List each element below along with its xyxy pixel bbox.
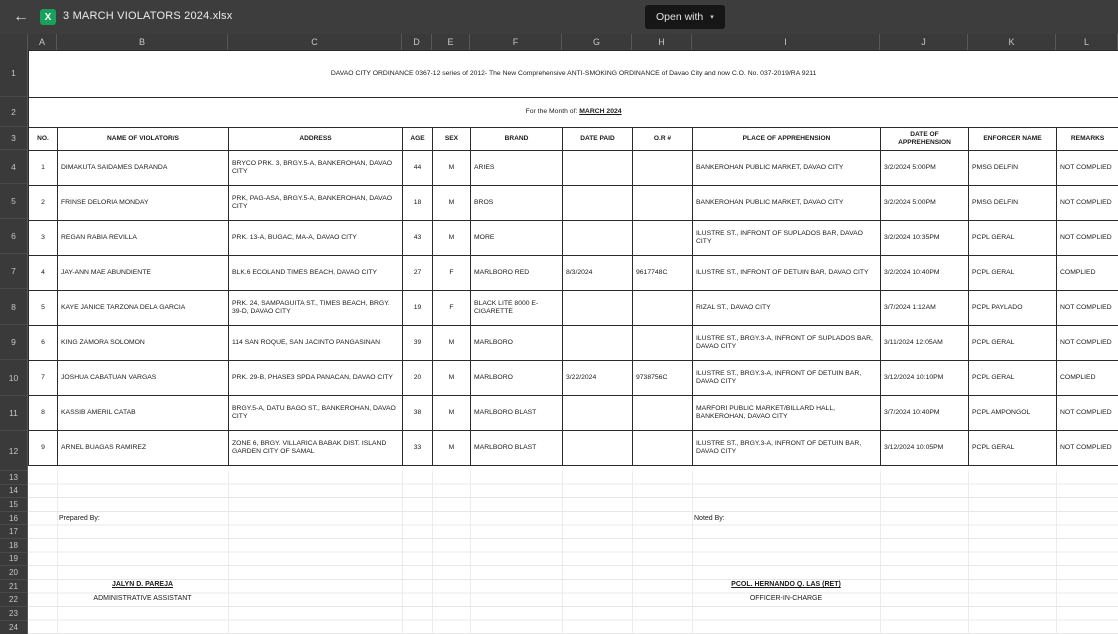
column-letter: K [968, 34, 1056, 50]
cell-age: 44 [403, 151, 433, 186]
cell-remarks: NOT COMPLIED [1057, 291, 1118, 326]
table-row [29, 431, 1118, 466]
cell-place: RIZAL ST., DAVAO CITY [693, 291, 881, 326]
table-row [29, 151, 1118, 186]
col-header-date-paid: DATE PAID [563, 128, 633, 151]
cell-enforcer: PCPL PAYLADO [969, 291, 1057, 326]
cell-brand: MARLBORO RED [471, 256, 563, 291]
cell-name: REGAN RABIA REVILLA [58, 221, 229, 256]
cell-date-paid [563, 221, 633, 256]
prepared-by-title: ADMINISTRATIVE ASSISTANT [93, 595, 192, 602]
cell-enforcer: PCPL GERAL [969, 326, 1057, 361]
month-label: For the Month of: [525, 108, 580, 116]
cell-age: 43 [403, 221, 433, 256]
cell-sex: M [433, 396, 471, 431]
row-number: 8 [0, 289, 27, 325]
cell-date-paid [563, 431, 633, 466]
cell-place: BANKEROHAN PUBLIC MARKET, DAVAO CITY [693, 186, 881, 221]
cell-date-apprehension: 3/2/2024 10:40PM [881, 256, 969, 291]
month-row [29, 98, 1118, 128]
col-header-sex: SEX [433, 128, 471, 151]
cell-sex: F [433, 256, 471, 291]
col-header-no: NO. [29, 128, 58, 151]
column-letter: G [562, 34, 632, 50]
preview-toolbar [0, 0, 1118, 34]
chevron-down-icon: ▾ [710, 14, 714, 21]
cell-name: DIMAKUTA SAIDAMES DARANDA [58, 151, 229, 186]
table-row [29, 326, 1118, 361]
table-row [29, 256, 1118, 291]
cell-no: 4 [29, 256, 58, 291]
col-header-age: AGE [403, 128, 433, 151]
cell-place: ILUSTRE ST., BRGY.3-A, INFRONT OF DETUIN BAR, DAVAO CITY [693, 431, 881, 466]
cell-no: 3 [29, 221, 58, 256]
cell-no: 9 [29, 431, 58, 466]
cell-address: BRGY.5-A, DATU BAGO ST., BANKEROHAN, DAVAO CITY [229, 396, 403, 431]
cell-or-number: 9617748C [633, 256, 693, 291]
violators-table [28, 50, 1118, 466]
table-row [29, 361, 1118, 396]
cell-sex: M [433, 186, 471, 221]
cell-date-paid [563, 186, 633, 221]
row-number: 3 [0, 127, 27, 150]
row-number: 23 [0, 607, 27, 621]
prepared-by-name: JALYN D. PAREJA [111, 581, 174, 588]
cell-sex: M [433, 431, 471, 466]
open-with-button[interactable] [645, 5, 725, 29]
cell-remarks: COMPLIED [1057, 256, 1118, 291]
cell-enforcer: PMSG DELFIN [969, 151, 1057, 186]
open-with-label: Open with [656, 11, 704, 23]
column-letter: E [432, 34, 470, 50]
cell-brand: MARLBORO BLAST [471, 396, 563, 431]
cell-age: 19 [403, 291, 433, 326]
column-letter: B [57, 34, 228, 50]
cell-enforcer: PCPL GERAL [969, 256, 1057, 291]
cell-enforcer: PCPL GERAL [969, 361, 1057, 396]
cell-remarks: COMPLIED [1057, 361, 1118, 396]
sheet-footer-area [28, 471, 1118, 634]
table-row [29, 186, 1118, 221]
column-letter: I [692, 34, 880, 50]
col-header-place: PLACE OF APPREHENSION [693, 128, 881, 151]
cell-or-number [633, 396, 693, 431]
col-header-name: NAME OF VIOLATOR/S [58, 128, 229, 151]
cell-brand: BLACK LITE 8000 E-CIGARETTE [471, 291, 563, 326]
cell-or-number [633, 221, 693, 256]
cell-date-apprehension: 3/2/2024 10:35PM [881, 221, 969, 256]
cell-address: 114 SAN ROQUE, SAN JACINTO PANGASINAN [229, 326, 403, 361]
cell-sex: M [433, 361, 471, 396]
row-number: 20 [0, 566, 27, 580]
cell-no: 1 [29, 151, 58, 186]
table-row [29, 291, 1118, 326]
table-row [29, 221, 1118, 256]
row-number: 9 [0, 325, 27, 360]
cell-no: 5 [29, 291, 58, 326]
column-header-strip [0, 34, 1118, 50]
column-letter: A [28, 34, 57, 50]
row-number: 14 [0, 485, 27, 499]
cell-date-apprehension: 3/2/2024 5:00PM [881, 151, 969, 186]
cell-name: KAYE JANICE TARZONA DELA GARCIA [58, 291, 229, 326]
cell-place: BANKEROHAN PUBLIC MARKET, DAVAO CITY [693, 151, 881, 186]
cell-brand: MARLBORO [471, 326, 563, 361]
excel-file-icon: X [40, 9, 56, 25]
cell-enforcer: PCPL GERAL [969, 221, 1057, 256]
cell-brand: ARIES [471, 151, 563, 186]
cell-no: 6 [29, 326, 58, 361]
cell-address: BLK.6 ECOLAND TIMES BEACH, DAVAO CITY [229, 256, 403, 291]
cell-date-apprehension: 3/7/2024 1:12AM [881, 291, 969, 326]
cell-age: 38 [403, 396, 433, 431]
cell-address: BRYCO PRK. 3, BRGY.5-A, BANKEROHAN, DAVAO CITY [229, 151, 403, 186]
cell-brand: MORE [471, 221, 563, 256]
row-number: 21 [0, 580, 27, 594]
row-number: 11 [0, 396, 27, 431]
cell-age: 27 [403, 256, 433, 291]
row-number: 1 [0, 50, 27, 97]
cell-address: PRK. 29-B, PHASE3 SPDA PANACAN, DAVAO CITY [229, 361, 403, 396]
row-number: 13 [0, 471, 27, 485]
table-header-row [29, 128, 1118, 151]
cell-or-number [633, 186, 693, 221]
cell-date-apprehension: 3/12/2024 10:10PM [881, 361, 969, 396]
row-number: 4 [0, 150, 27, 184]
cell-name: JAY-ANN MAE ABUNDIENTE [58, 256, 229, 291]
row-number: 19 [0, 553, 27, 567]
row-number: 10 [0, 360, 27, 396]
cell-remarks: NOT COMPLIED [1057, 431, 1118, 466]
table-row [29, 396, 1118, 431]
cell-sex: M [433, 221, 471, 256]
cell-sex: F [433, 291, 471, 326]
col-header-date-apprehension: DATE OF APPREHENSION [881, 128, 969, 151]
col-header-enforcer: ENFORCER NAME [969, 128, 1057, 151]
cell-address: ZONE 6, BRGY. VILLARICA BABAK DIST. ISLAND GARDEN CITY OF SAMAL [229, 431, 403, 466]
cell-date-apprehension: 3/2/2024 5:00PM [881, 186, 969, 221]
col-header-brand: BRAND [471, 128, 563, 151]
cell-name: ARNEL BUAGAS RAMIREZ [58, 431, 229, 466]
cell-no: 7 [29, 361, 58, 396]
cell-date-paid [563, 396, 633, 431]
cell-date-paid [563, 326, 633, 361]
prepared-by-label: Prepared By: [59, 515, 100, 522]
cell-age: 20 [403, 361, 433, 396]
violator-rows [29, 151, 1118, 466]
cell-address: PRK, PAG-ASA, BRGY.5-A, BANKEROHAN, DAVAO CITY [229, 186, 403, 221]
cell-brand: MARLBORO [471, 361, 563, 396]
cell-remarks: NOT COMPLIED [1057, 326, 1118, 361]
column-letter: L [1056, 34, 1118, 50]
noted-by-title: OFFICER-IN-CHARGE [749, 595, 823, 602]
cell-place: MARFORI PUBLIC MARKET/BILLARD HALL, BANKEROHAN, DAVAO CITY [693, 396, 881, 431]
cell-sex: M [433, 326, 471, 361]
cell-remarks: NOT COMPLIED [1057, 186, 1118, 221]
cell-name: KASSIB AMERIL CATAB [58, 396, 229, 431]
cell-date-apprehension: 3/7/2024 10:40PM [881, 396, 969, 431]
back-arrow-icon[interactable]: ← [13, 8, 29, 25]
cell-address: PRK. 24, SAMPAGUITA ST., TIMES BEACH, BRGY. 39-D, DAVAO CITY [229, 291, 403, 326]
cell-enforcer: PCPL AMPONGOL [969, 396, 1057, 431]
cell-remarks: NOT COMPLIED [1057, 396, 1118, 431]
row-number: 2 [0, 97, 27, 127]
cell-or-number [633, 431, 693, 466]
cell-place: ILUSTRE ST., BRGY.3-A, INFRONT OF DETUIN BAR, DAVAO CITY [693, 361, 881, 396]
row-number-gutter [0, 50, 28, 634]
cell-no: 2 [29, 186, 58, 221]
row-number: 22 [0, 593, 27, 607]
cell-remarks: NOT COMPLIED [1057, 151, 1118, 186]
cell-date-paid [563, 151, 633, 186]
cell-date-paid: 3/22/2024 [563, 361, 633, 396]
cell-brand: MARLBORO BLAST [471, 431, 563, 466]
cell-or-number [633, 151, 693, 186]
cell-place: ILUSTRE ST., INFRONT OF DETUIN BAR, DAVAO CITY [693, 256, 881, 291]
cell-brand: BROS [471, 186, 563, 221]
cell-name: JOSHUA CABATUAN VARGAS [58, 361, 229, 396]
column-letter: D [402, 34, 432, 50]
col-header-address: ADDRESS [229, 128, 403, 151]
column-letter: H [632, 34, 692, 50]
noted-by-name: PCOL. HERNANDO Q. LAS (RET) [731, 581, 841, 588]
cell-place: ILUSTRE ST., INFRONT OF SUPLADOS BAR, DAVAO CITY [693, 221, 881, 256]
row-number: 6 [0, 219, 27, 254]
cell-date-apprehension: 3/11/2024 12:05AM [881, 326, 969, 361]
cell-or-number [633, 326, 693, 361]
column-letter: F [470, 34, 562, 50]
col-header-remarks: REMARKS [1057, 128, 1118, 151]
cell-age: 39 [403, 326, 433, 361]
row-number: 18 [0, 539, 27, 553]
cell-date-paid [563, 291, 633, 326]
grid-corner [0, 34, 28, 50]
column-letter: J [880, 34, 968, 50]
cell-address: PRK. 13-A, BUGAC, MA-A, DAVAO CITY [229, 221, 403, 256]
cell-no: 8 [29, 396, 58, 431]
cell-remarks: NOT COMPLIED [1057, 221, 1118, 256]
file-title: 3 MARCH VIOLATORS 2024.xlsx [63, 10, 233, 22]
cell-or-number: 9738756C [633, 361, 693, 396]
row-number: 12 [0, 431, 27, 471]
cell-enforcer: PMSG DELFIN [969, 186, 1057, 221]
noted-by-label: Noted By: [694, 515, 725, 522]
column-letter: C [228, 34, 402, 50]
row-number: 24 [9, 622, 18, 632]
cell-date-apprehension: 3/12/2024 10:05PM [881, 431, 969, 466]
row-number: 15 [0, 498, 27, 512]
cell-enforcer: PCPL GERAL [969, 431, 1057, 466]
cell-age: 33 [403, 431, 433, 466]
row-number: 5 [0, 184, 27, 219]
row-number: 7 [0, 254, 27, 289]
cell-sex: M [433, 151, 471, 186]
cell-or-number [633, 291, 693, 326]
month-value: MARCH 2024 [579, 108, 622, 116]
cell-age: 18 [403, 186, 433, 221]
cell-name: KING ZAMORA SOLOMON [58, 326, 229, 361]
cell-date-paid: 8/3/2024 [563, 256, 633, 291]
sheet-title: DAVAO CITY ORDINANCE 0367-12 series of 2012- The New Comprehensive ANTI-SMOKING ORDINANCE of Davao City and now C.O. No. 037-2019/RA 9211 [29, 51, 1118, 98]
cell-place: ILUSTRE ST., BRGY.3-A, INFRONT OF SUPLADOS BAR, DAVAO CITY [693, 326, 881, 361]
row-number: 17 [0, 525, 27, 539]
row-number: 16 [0, 512, 27, 526]
cell-name: FRINSE DELORIA MONDAY [58, 186, 229, 221]
col-header-or-number: O.R # [633, 128, 693, 151]
